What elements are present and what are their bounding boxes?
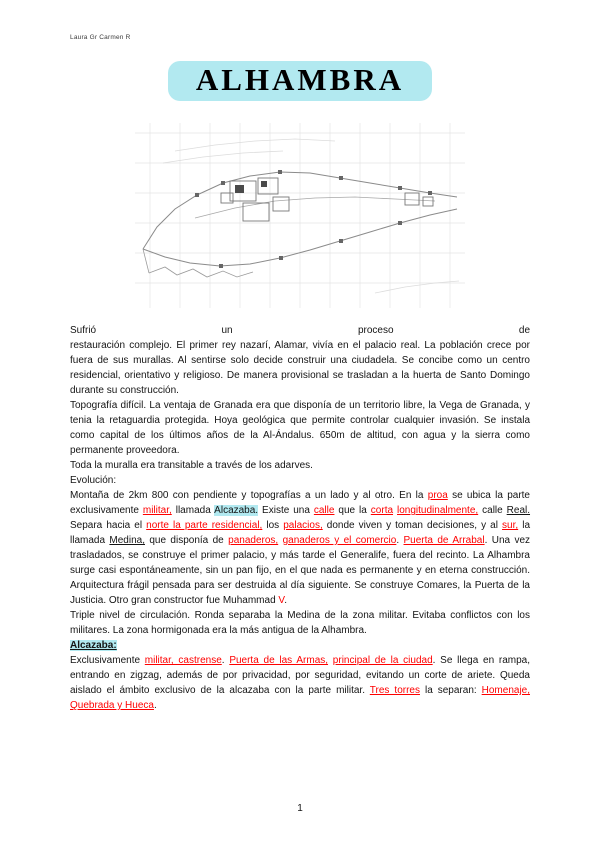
text-run: Existe una: [258, 505, 314, 516]
text-run: restauración complejo. El primer rey nazarí, Alamar, vivía en el palacio real. La población crece por fuera de sus murallas. Al sentirse solo decide construir una ciudadela. Se concibe como un centro residencial, orientativo y religioso. De manera provisional se trasladan a la huerta de Santo Domingo durante su construcción.: [70, 340, 530, 396]
page-number: 1: [297, 803, 303, 814]
text-run: .: [221, 655, 230, 666]
intro-justified-line: [70, 323, 530, 338]
text-run: los: [262, 520, 284, 531]
text-run: Alcazaba:: [70, 640, 117, 651]
text-run: Alcazaba.: [214, 505, 259, 516]
text-run: Real.: [506, 505, 531, 516]
text-run: .: [153, 700, 157, 711]
text-run: que disponía de: [144, 535, 229, 546]
text-run: V: [278, 595, 285, 606]
text-run: Montaña de 2km 800 con pendiente y topografías a un lado y al otro. En la: [70, 490, 428, 501]
text-run: la llamada: [70, 520, 531, 546]
text-run: Sufrió un proceso de: [70, 325, 530, 336]
text-run: que la: [334, 505, 371, 516]
text-run: norte la parte residencial,: [146, 520, 263, 531]
topografia-paragraph: [70, 398, 530, 458]
text-run: Evolución:: [70, 475, 117, 486]
muralla-paragraph: [70, 458, 530, 473]
text-run: sur,: [502, 520, 519, 531]
circulacion-paragraph: [70, 608, 530, 638]
map-calle-real: [195, 197, 435, 218]
alhambra-plan-map: [135, 123, 465, 308]
text-run: Puerta de las Armas,: [229, 655, 329, 666]
map-terrain-lines: [163, 139, 459, 293]
text-run: .: [396, 535, 404, 546]
map-figure: [70, 123, 530, 311]
text-run: llamada: [171, 505, 215, 516]
alcazaba-heading: [70, 638, 530, 653]
text-run: principal de la ciudad: [332, 655, 433, 666]
text-run: calle: [478, 505, 507, 516]
map-grid: [135, 123, 465, 308]
text-run: panaderos,: [228, 535, 279, 546]
text-run: ganaderos y el comercio: [282, 535, 397, 546]
evolucion-paragraph: [70, 488, 530, 608]
text-run: militar, castrense: [144, 655, 222, 666]
author-header: Laura Gr Carmen R: [70, 34, 131, 41]
intro-paragraph: [70, 338, 530, 398]
alcazaba-paragraph: [70, 653, 530, 713]
title-container: [70, 61, 530, 101]
text-run: Toda la muralla era transitable a través de los adarves.: [70, 460, 313, 471]
document-title: ALHAMBRA: [168, 61, 432, 101]
text-run: Tres torres: [369, 685, 420, 696]
text-run: . Se llega en rampa, entrando en zigzag, además de por privacidad, por seguridad, evitando un corte de ariete. Queda aislado el ámbito exclusivo de la alcazaba con la parte militar.: [70, 655, 531, 696]
text-run: Homenaje, Quebrada y Hueca: [70, 685, 530, 711]
evolucion-heading: [70, 473, 530, 488]
text-run: longitudinalmente,: [397, 505, 479, 516]
text-run: se ubica la parte exclusivamente: [70, 490, 530, 516]
text-run: . Una vez trasladados, se construye el primer palacio, y más tarde el Generalife, fuera del recinto. La Alhambra surge casi espontáneamente, sin un pan fijo, en el que nada es permanente y en eterna construcción. Arquitectura frágil pensada para ser destruida al día siguiente. Se construye Comares, la Puerta de la Justicia. Otro gran constructor fue Muhammad: [70, 535, 531, 606]
text-run: .: [284, 595, 287, 606]
text-run: Triple nivel de circulación. Ronda separaba la Medina de la zona militar. Evitaba conflictos con los militares. La zona hormigonada era la más antigua de la Alhambra.: [70, 610, 530, 636]
text-run: Separa hacia el: [70, 520, 147, 531]
text-run: donde viven y toman decisiones, y al: [322, 520, 503, 531]
text-run: Exclusivamente: [70, 655, 145, 666]
text-run: Puerta de Arrabal: [403, 535, 485, 546]
text-run: Topografía difícil. La ventaja de Granada era que disponía de un territorio libre, la Vega de Granada, y tenia la retaguardia protegida. Hoya geológica que permite controlar cualquier invasión. Se instala como capital de los últimos años de la Al-Ándalus. 650m de altitud, con agua y la sierra como permanente proveedora.: [70, 400, 530, 456]
text-run: calle: [313, 505, 335, 516]
text-run: la separan:: [419, 685, 482, 696]
text-run: militar,: [142, 505, 172, 516]
text-run: palacios,: [283, 520, 323, 531]
text-run: Medina,: [109, 535, 145, 546]
text-run: corta: [370, 505, 394, 516]
text-run: proa: [427, 490, 448, 501]
document-content: [70, 323, 530, 713]
